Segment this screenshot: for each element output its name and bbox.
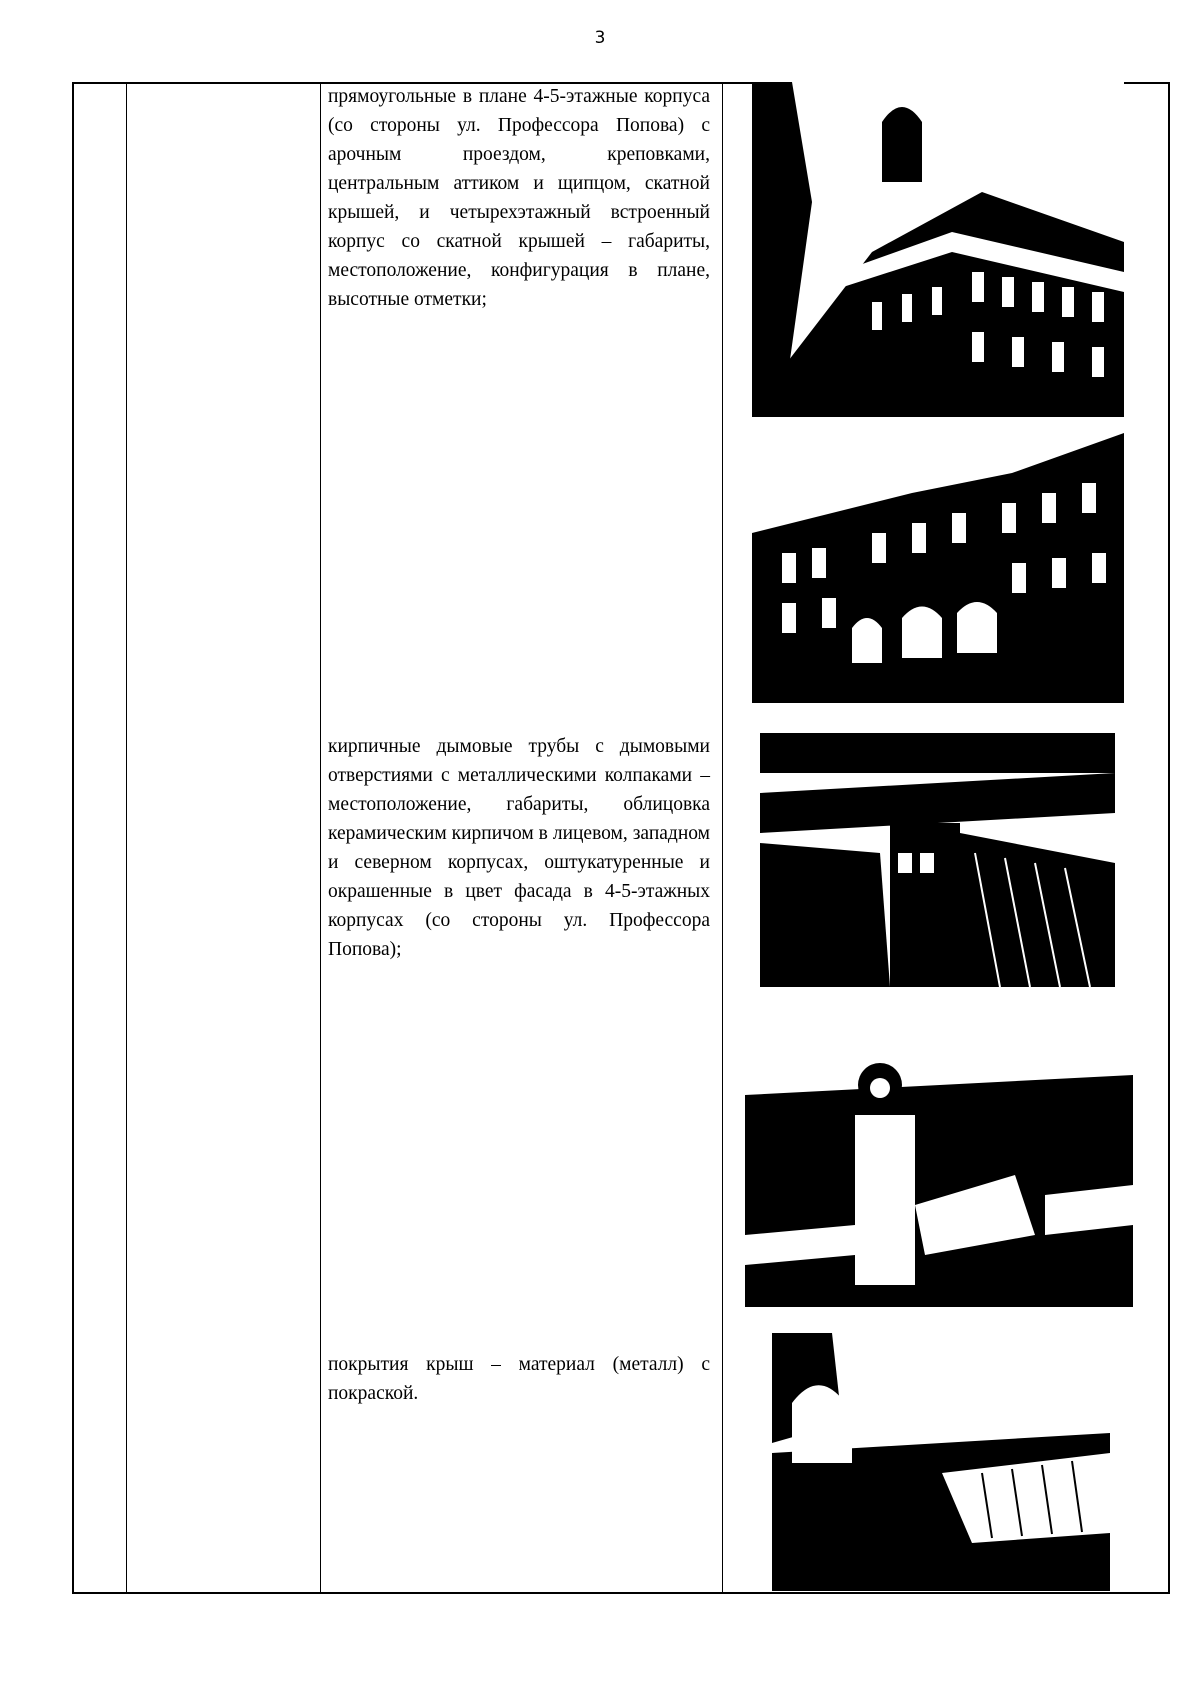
photo-rooftops-panorama: [745, 1055, 1133, 1307]
photo-facade-arches: [752, 423, 1124, 703]
page-number: 3: [594, 28, 606, 48]
description-chimneys: кирпичные дымовые трубы с дымовыми отверстиями с металлическими колпаками – местоположение, габариты, облицовка керамическим кирпичом в лицевом, западном и северном корпусах, оштукатуренные и окрашенные в цвет фасада в 4-5-этажных корпусах (со стороны ул. Профессора Попова);: [328, 736, 710, 960]
photo-chimney-roof: [760, 733, 1115, 987]
photo-building-corner: [752, 82, 1124, 417]
column-divider: [126, 84, 127, 1592]
photo-metal-roof: [772, 1333, 1110, 1591]
column-divider: [722, 84, 723, 1592]
description-roof-covering: покрытия крыш – материал (металл) с покраской.: [328, 1354, 710, 1404]
column-divider: [320, 84, 321, 1592]
description-roof-volumes: прямоугольные в плане 4-5-этажные корпуса (со стороны ул. Профессора Попова) с арочным проездом, креповками, центральным аттиком и щипцом, скатной крышей, и четырехэтажный встроенный корпус со скатной крышей – габариты, местоположение, конфигурация в плане, высотные отметки;: [328, 86, 710, 310]
